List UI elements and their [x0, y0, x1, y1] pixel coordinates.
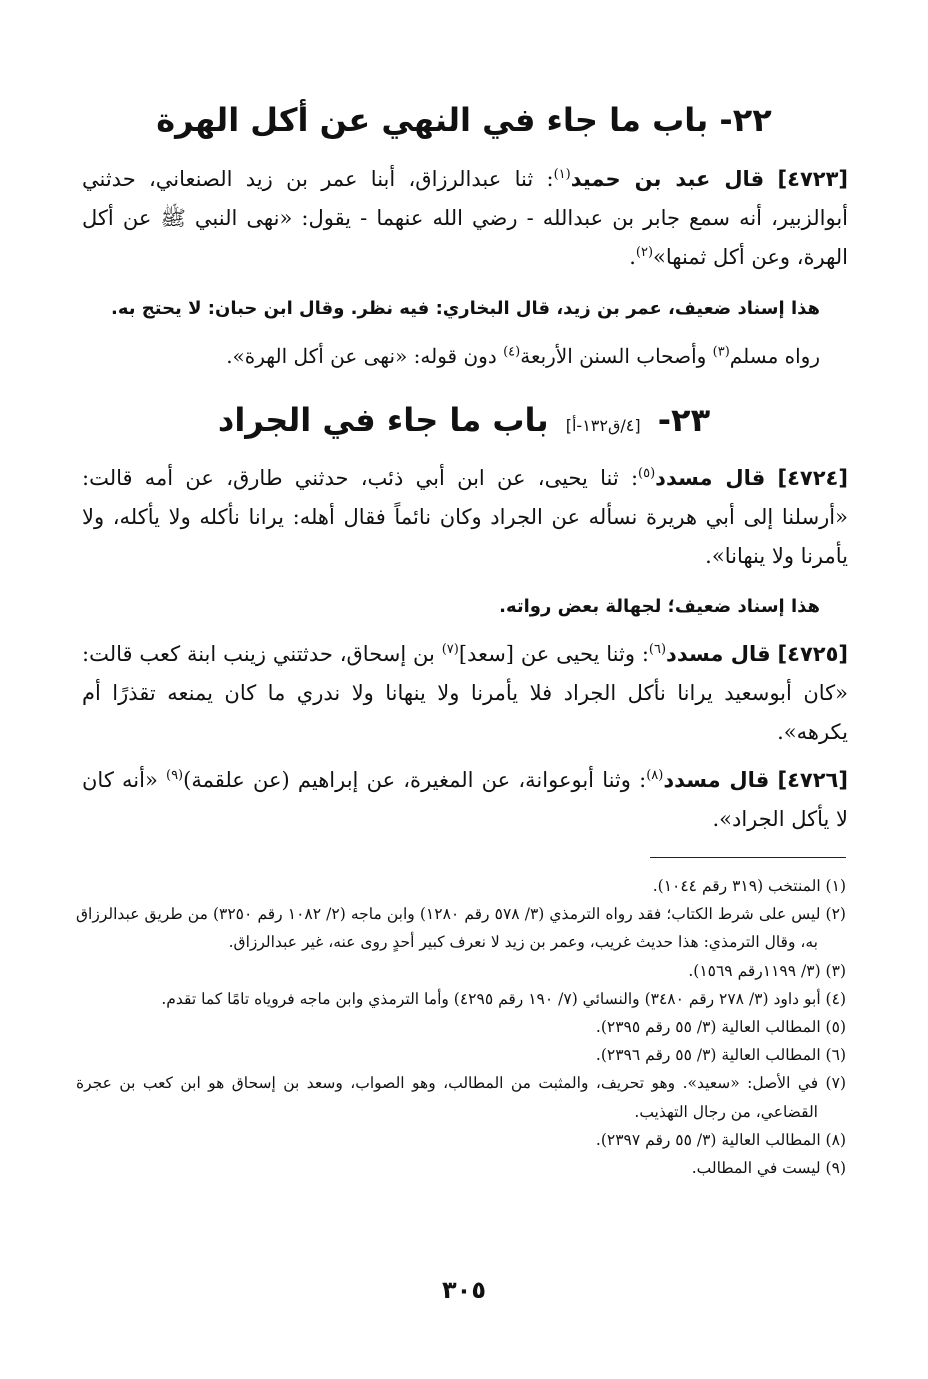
page-number: ٣٠٥ — [442, 1276, 486, 1304]
hadith-4726 — [82, 761, 848, 839]
hadith-text: «أنه كان لا يأكل الجراد». — [82, 768, 848, 831]
footnote-9: (٩) ليست في المطالب. — [691, 1159, 846, 1178]
chapter-number: ٢٣- — [657, 401, 711, 439]
footnote-ref: (١) — [553, 167, 571, 182]
footnote-ref: (٣) — [712, 344, 730, 360]
chapter-22-heading: ٢٢- باب ما جاء في النهي عن أكل الهرة — [156, 101, 772, 139]
hadith-number: [٤٧٢٦] — [777, 768, 848, 792]
footnotes — [76, 872, 846, 1182]
hadith-number: [٤٧٢٥] — [777, 642, 849, 666]
hadith-speaker: قال عبد بن حميد — [570, 167, 765, 191]
hadith-text: : وثنا يحيى عن [سعد] — [458, 642, 649, 666]
footnote-ref: (٧) — [441, 642, 459, 657]
footnote-ref: (٢) — [635, 245, 654, 260]
hadith-speaker: قال مسدد — [663, 768, 770, 792]
chapter-23-heading — [0, 398, 928, 448]
riwayah-note — [82, 339, 820, 373]
footnote-ref: (٤) — [503, 344, 521, 360]
hadith-number: [٤٧٢٤] — [777, 466, 848, 490]
hadith-text: : ثنا يحيى، عن ابن أبي ذئب، حدثني طارق، عن أمه قالت: «أرسلنا إلى أبي هريرة نسأله عن الجراد وكان نائماً فقال أهله: يرانا نأكله ولا يأكله، ولا يأمرنا ولا ينهانا». — [82, 466, 848, 568]
isnad-grade-4723: هذا إسناد ضعيف، عمر بن زيد، قال البخاري: فيه نظر. وقال ابن حبان: لا يحتج به. — [110, 298, 820, 319]
riwayah-text: وأصحاب السنن الأربعة — [520, 344, 713, 368]
hadith-text: : ثنا عبدالرزاق، أبنا عمر بن زيد الصنعاني، حدثني أبوالزبير، أنه سمع جابر بن عبدالله - رضي الله عنهما - يقول: «نهى النبي ﷺ عن أكل الهرة، وعن أكل ثمنها» — [82, 167, 848, 269]
manuscript-ref: [٤/ق١٣٢-أ] — [565, 416, 641, 435]
hadith-end: . — [629, 245, 636, 269]
hadith-speaker: قال مسدد — [655, 466, 766, 490]
chapter-title: باب ما جاء في الجراد — [217, 401, 549, 439]
footnote-2: (٢) ليس على شرط الكتاب؛ فقد رواه الترمذي (٣/ ٥٧٨ رقم ١٢٨٠) وابن ماجه (٢/ ١٠٨٢ رقم ٣٢٥٠) من طريق عبدالرزاق به، وقال الترمذي: هذا حديث غريب، وعمر بن زيد لا نعرف كبير أحدٍ روى عنه، غير عبدالرزاق. — [76, 905, 846, 952]
footnote-7: (٧) في الأصل: «سعيد». وهو تحريف، والمثبت من المطالب، وهو الصواب، وسعد بن إسحاق هو ابن كعب بن عجرة القضاعي، من رجال التهذيب. — [76, 1074, 846, 1121]
hadith-text: بن إسحاق، حدثتني زينب ابنة كعب قالت: «كان أبوسعيد يرانا نأكل الجراد فلا يأمرنا ولا ينهانا ولا ندري ما كان يمنعه تقذرًا أم يكرهه». — [82, 642, 848, 744]
footnote-1: (١) المنتخب (٣١٩ رقم ١٠٤٤). — [652, 877, 846, 895]
footnote-8: (٨) المطالب العالية (٣/ ٥٥ رقم ٢٣٩٧). — [595, 1130, 846, 1149]
footnote-ref: (٦) — [648, 642, 667, 657]
hadith-4724 — [82, 459, 848, 576]
footnote-ref: (٥) — [638, 466, 656, 481]
footnote-separator — [650, 857, 846, 858]
riwayah-text: رواه مسلم — [729, 344, 820, 368]
footnote-ref: (٩) — [165, 768, 184, 783]
footnote-3: (٣) (٣/ ١١٩٩رقم ١٥٦٩). — [688, 961, 846, 980]
hadith-number: [٤٧٢٣] — [777, 167, 849, 191]
hadith-4723 — [82, 160, 848, 277]
footnote-4: (٤) أبو داود (٣/ ٢٧٨ رقم ٣٤٨٠) والنسائي (٧/ ١٩٠ رقم ٤٢٩٥) وأما الترمذي وابن ماجه فروياه تامًا كما تقدم. — [161, 989, 846, 1008]
hadith-4725 — [82, 635, 848, 752]
footnote-5: (٥) المطالب العالية (٣/ ٥٥ رقم ٢٣٩٥). — [595, 1018, 846, 1037]
footnote-6: (٦) المطالب العالية (٣/ ٥٥ رقم ٢٣٩٦). — [595, 1046, 846, 1065]
footnote-ref: (٨) — [646, 768, 664, 783]
hadith-speaker: قال مسدد — [666, 642, 771, 666]
hadith-text: : وثنا أبوعوانة، عن المغيرة، عن إبراهيم (عن علقمة) — [183, 768, 647, 792]
riwayah-text: دون قوله: «نهى عن أكل الهرة». — [226, 344, 504, 368]
isnad-grade-4724: هذا إسناد ضعيف؛ لجهالة بعض رواته. — [499, 596, 820, 617]
